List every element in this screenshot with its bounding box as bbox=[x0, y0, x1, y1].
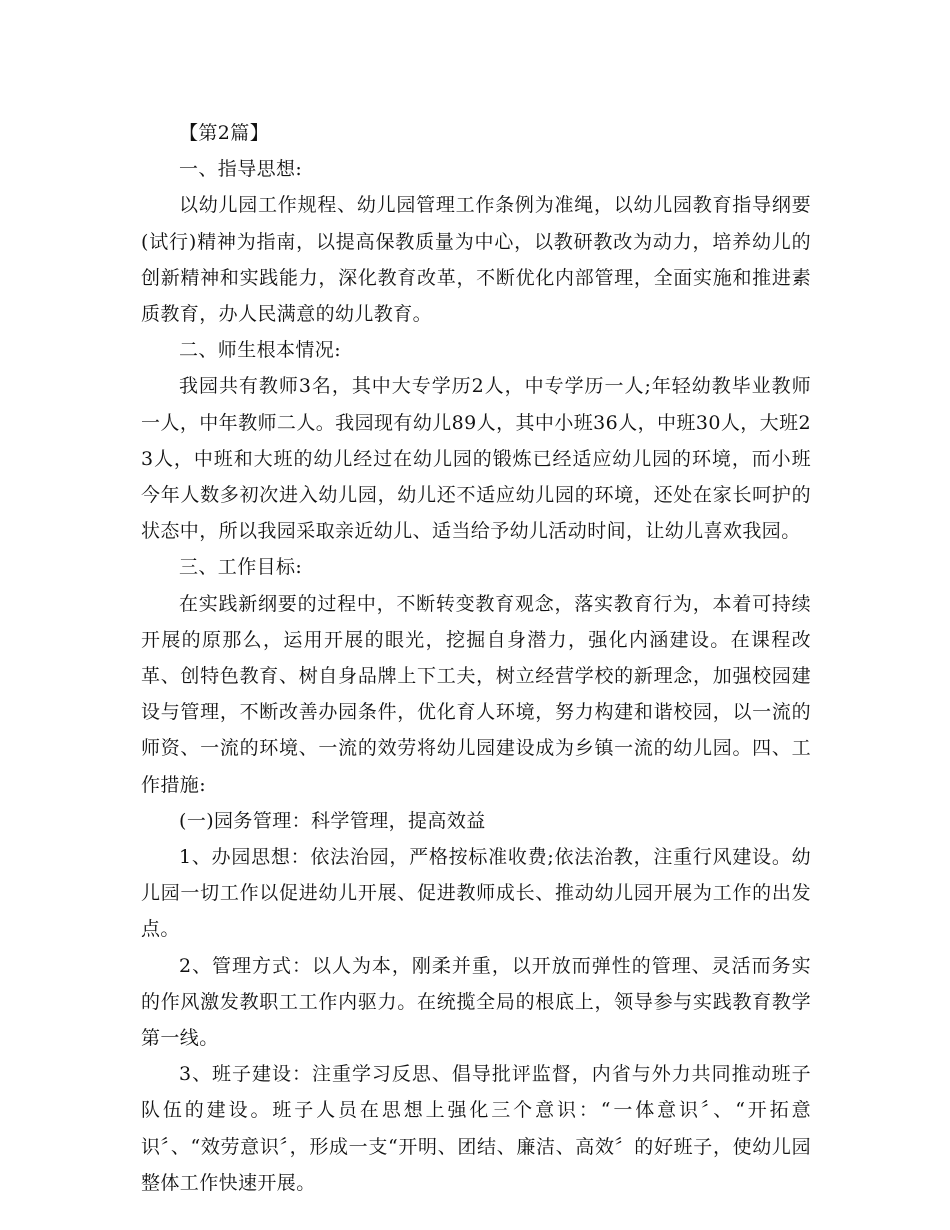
paragraph-guiding-ideology: 以幼儿园工作规程、幼儿园管理工作条例为准绳，以幼儿园教育指导纲要(试行)精神为指南，以提高保教质量为中心，以教研教改为动力，培养幼儿的创新精神和实践能力，深化教育改革，不断优化内部管理，全面实施和推进素质教育，办人民满意的幼儿教育。 bbox=[141, 194, 811, 326]
heading-guiding-ideology: 一、指导思想: bbox=[179, 158, 303, 181]
paragraph-management-style: 2、管理方式：以人为本，刚柔并重，以开放而弹性的管理、灵活而务实的作风激发教职工工作内驱力。在统揽全局的根底上，领导参与实践教育教学第一线。 bbox=[141, 954, 811, 1050]
heading-teacher-student-situation: 二、师生根本情况: bbox=[179, 339, 342, 362]
document-body bbox=[141, 115, 811, 1201]
paragraph-leadership-team: 3、班子建设：注重学习反思、倡导批评监督，内省与外力共同推动班子队伍的建设。班子人员在思想上强化三个意识：“一体意识〞、“开拓意识〞、“效劳意识〞，形成一支“开明、团结、廉洁、高效〞的好班子，使幼儿园整体工作快速开展。 bbox=[141, 1063, 811, 1194]
heading-work-goals: 三、工作目标: bbox=[179, 556, 303, 579]
paragraph-school-philosophy: 1、办园思想：依法治园，严格按标准收费;依法治教，注重行风建设。幼儿园一切工作以促进幼儿开展、促进教师成长、推动幼儿园开展为工作的出发点。 bbox=[141, 846, 811, 941]
section-heading-part-2: 【第2篇】 bbox=[179, 122, 270, 144]
heading-campus-management: (一)园务管理：科学管理，提高效益 bbox=[179, 809, 486, 832]
paragraph-teacher-student-situation: 我园共有教师3名，其中大专学历2人，中专学历一人;年轻幼教毕业教师一人，中年教师二人。我园现有幼儿89人，其中小班36人，中班30人，大班23人，中班和大班的幼儿经过在幼儿园的锻炼已经适应幼儿园的环境，而小班今年人数多初次进入幼儿园，幼儿还不适应幼儿园的环境，还处在家长呵护的状态中，所以我园采取亲近幼儿、适当给予幼儿活动时间，让幼儿喜欢我园。 bbox=[141, 375, 811, 543]
paragraph-work-goals: 在实践新纲要的过程中，不断转变教育观念，落实教育行为，本着可持续开展的原那么，运用开展的眼光，挖掘自身潜力，强化内涵建设。在课程改革、创特色教育、树自身品牌上下工夫，树立经营学校的新理念，加强校园建设与管理，不断改善办园条件，优化育人环境，努力构建和谐校园，以一流的师资、一流的环境、一流的效劳将幼儿园建设成为乡镇一流的幼儿园。四、工作措施: bbox=[141, 592, 811, 796]
